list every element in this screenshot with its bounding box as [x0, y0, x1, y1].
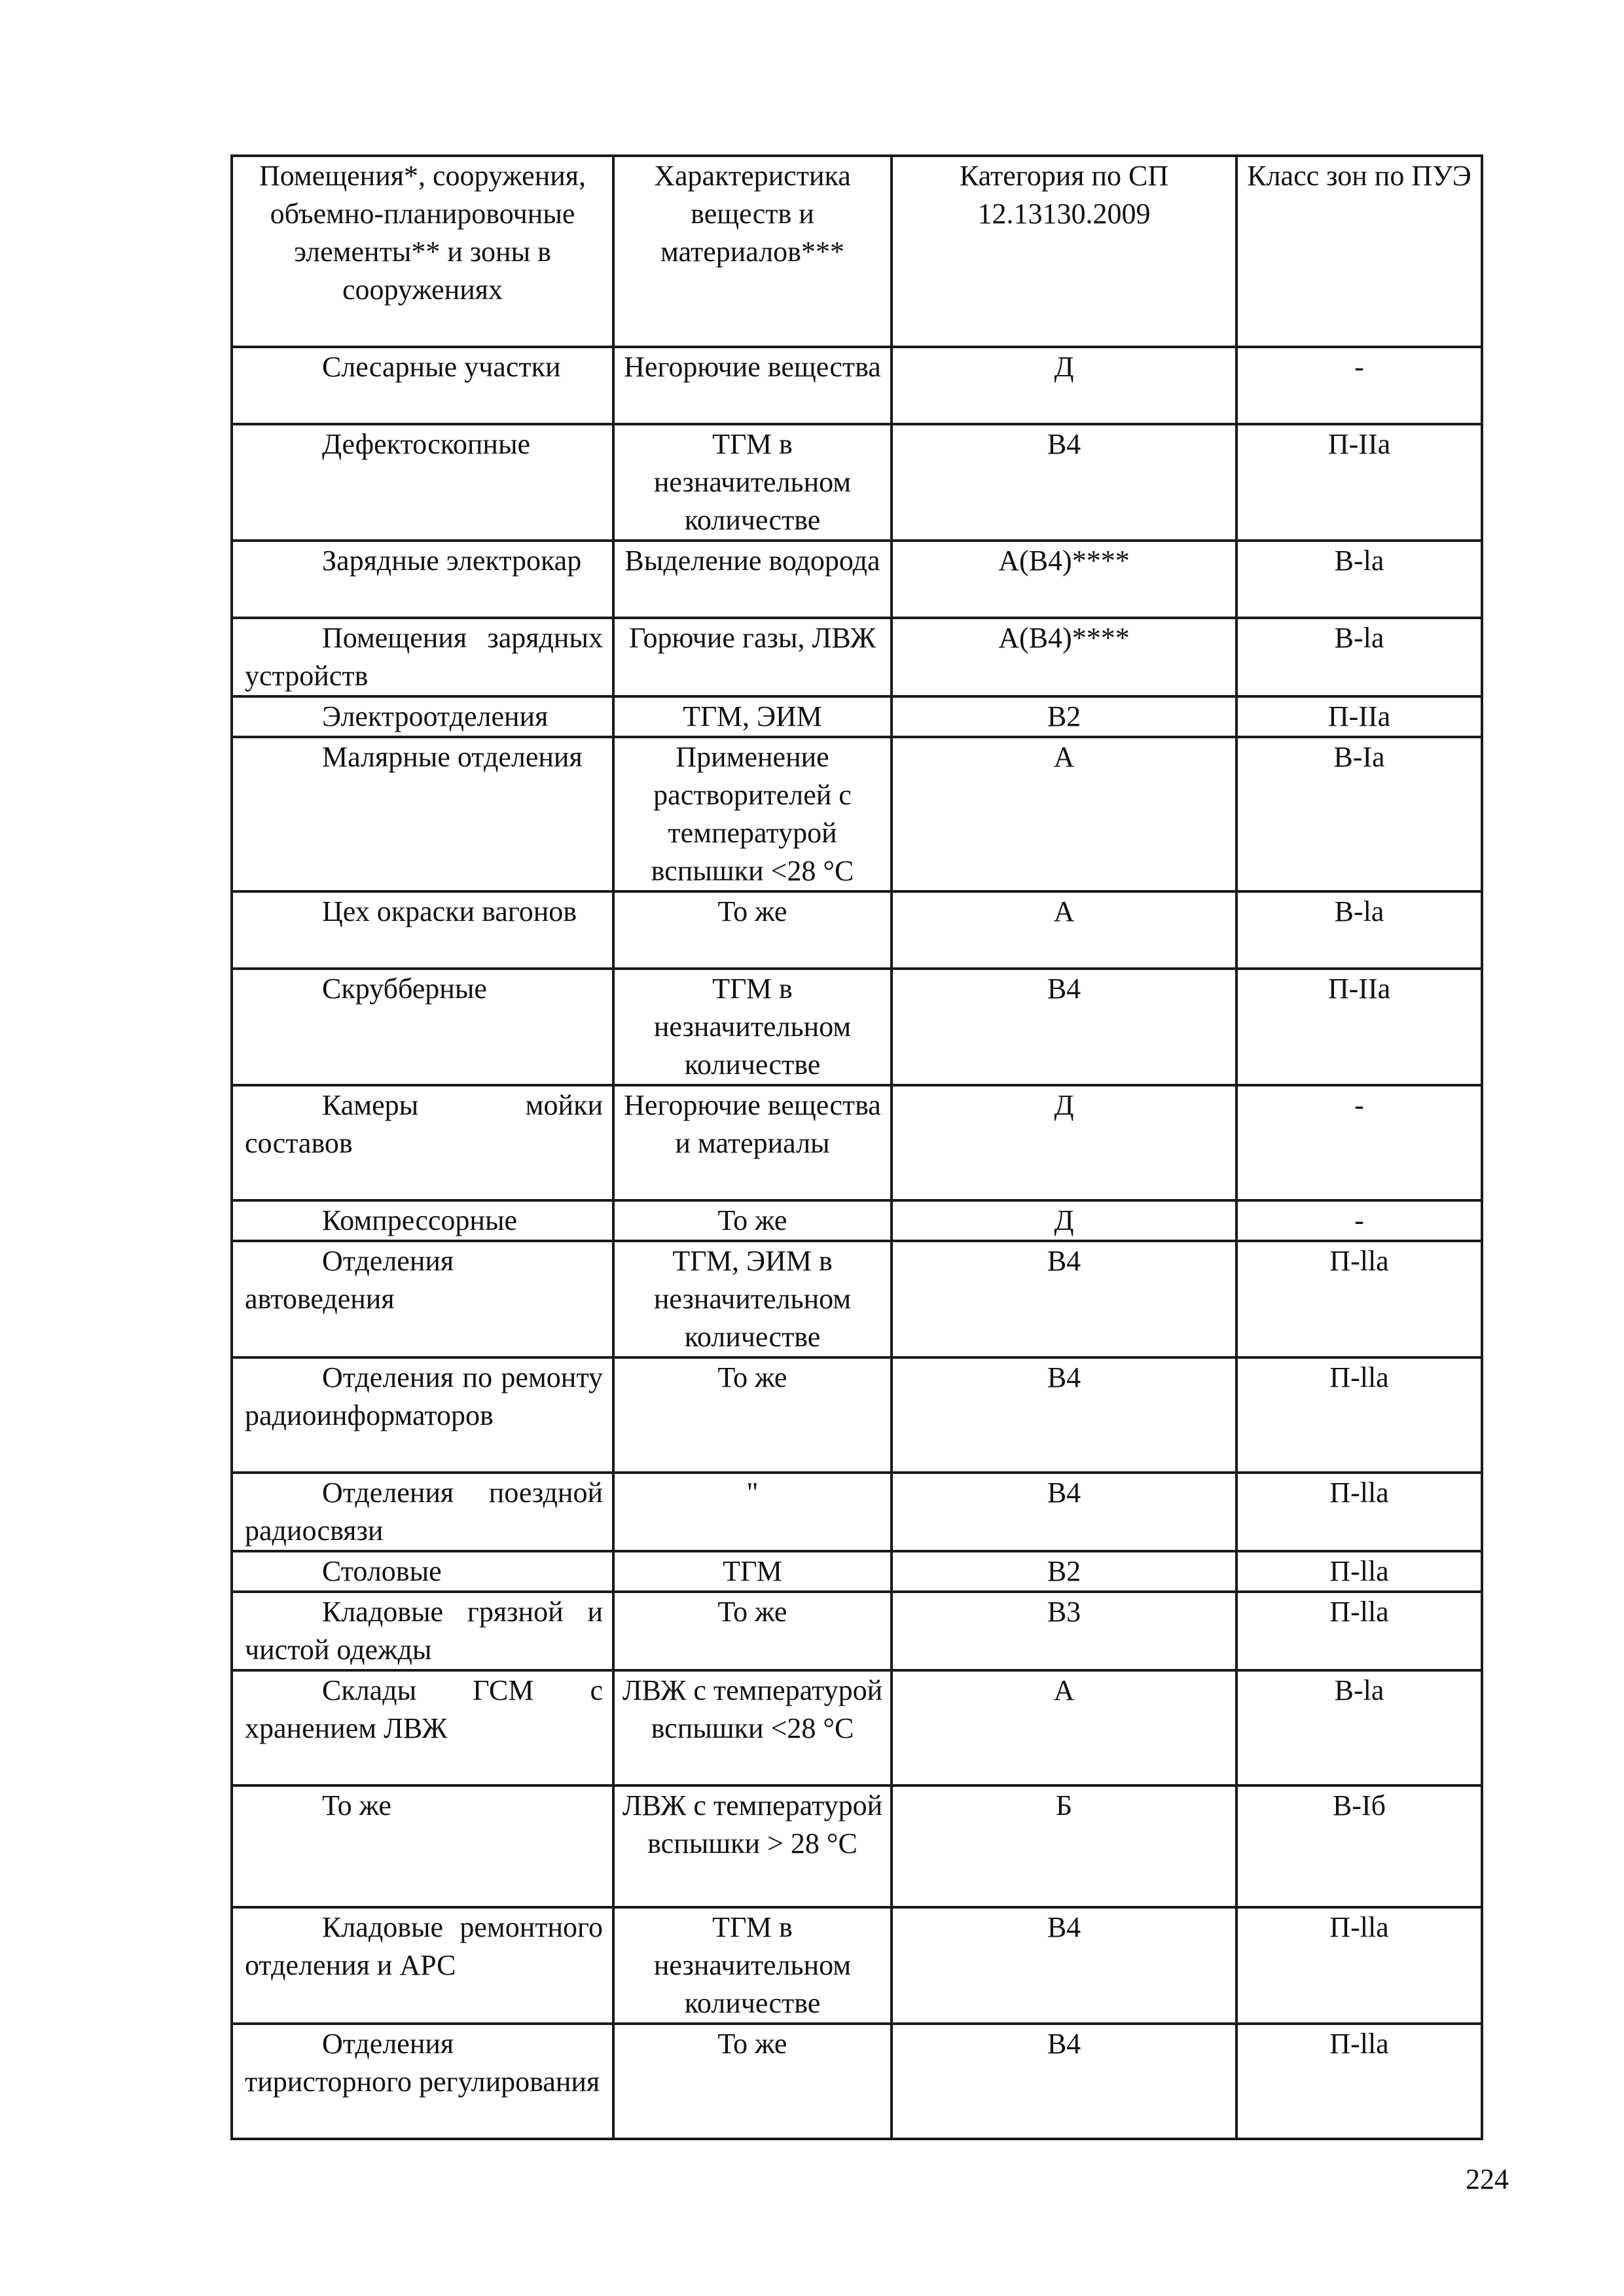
row-category: В4 — [892, 424, 1236, 541]
row-zone-class: П-llа — [1236, 1241, 1482, 1357]
row-substance: То же — [613, 891, 892, 969]
table-row — [232, 1241, 1482, 1357]
row-premises: Малярные отделения — [232, 737, 613, 891]
row-substance: Горючие газы, ЛВЖ — [613, 618, 892, 696]
table-row — [232, 737, 1482, 891]
row-zone-class: П-llа — [1236, 2024, 1482, 2139]
row-category: А — [892, 1670, 1236, 1785]
row-substance: Применение растворителей с температурой вспышки <28 °С — [613, 737, 892, 891]
row-premises: Отделения автоведения — [232, 1241, 613, 1357]
row-category: В4 — [892, 1907, 1236, 2024]
row-zone-class: П-IIа — [1236, 696, 1482, 737]
row-category: Д — [892, 347, 1236, 424]
row-category: В4 — [892, 1241, 1236, 1357]
row-zone-class: П-IIа — [1236, 969, 1482, 1085]
row-premises: Скрубберные — [232, 969, 613, 1085]
table-row — [232, 618, 1482, 696]
row-zone-class: - — [1236, 1085, 1482, 1200]
row-substance: ЛВЖ с температурой вспышки > 28 °С — [613, 1785, 892, 1907]
row-category: В4 — [892, 969, 1236, 1085]
row-premises: Отделения по ремонту радиоинформаторов — [232, 1357, 613, 1473]
table-header-row — [232, 156, 1482, 347]
row-premises: Кладовые грязной и чистой одежды — [232, 1592, 613, 1670]
row-zone-class: П-llа — [1236, 1357, 1482, 1473]
table-row — [232, 1785, 1482, 1907]
table-row — [232, 1085, 1482, 1200]
row-category: Д — [892, 1085, 1236, 1200]
row-substance: " — [613, 1473, 892, 1551]
row-zone-class: - — [1236, 347, 1482, 424]
row-category: В4 — [892, 1473, 1236, 1551]
table-row — [232, 969, 1482, 1085]
row-category: А — [892, 891, 1236, 969]
row-zone-class: П-llа — [1236, 1551, 1482, 1592]
row-premises: Компрессорные — [232, 1200, 613, 1241]
row-substance: ТГМ — [613, 1551, 892, 1592]
row-premises: Склады ГСМ с хранением ЛВЖ — [232, 1670, 613, 1785]
table-row — [232, 891, 1482, 969]
fire-hazard-table — [230, 154, 1483, 2140]
row-substance: ТГМ в незначительном количестве — [613, 424, 892, 541]
table-row — [232, 1670, 1482, 1785]
row-substance: ТГМ, ЭИМ — [613, 696, 892, 737]
row-category: А(В4)**** — [892, 541, 1236, 618]
row-premises: Кладовые ремонтного отделения и АРС — [232, 1907, 613, 2024]
row-category: В2 — [892, 1551, 1236, 1592]
table-row — [232, 1551, 1482, 1592]
header-category: Категория по СП 12.13130.2009 — [892, 156, 1236, 347]
row-substance: Выделение водорода — [613, 541, 892, 618]
row-substance: То же — [613, 1200, 892, 1241]
row-zone-class: П-llа — [1236, 1473, 1482, 1551]
row-premises: Электроотделения — [232, 696, 613, 737]
table-row — [232, 696, 1482, 737]
row-premises: То же — [232, 1785, 613, 1907]
row-premises: Помещения зарядных устройств — [232, 618, 613, 696]
row-premises: Зарядные электрокар — [232, 541, 613, 618]
row-category: В3 — [892, 1592, 1236, 1670]
row-category: Д — [892, 1200, 1236, 1241]
row-zone-class: В-lа — [1236, 618, 1482, 696]
row-category: В4 — [892, 2024, 1236, 2139]
row-substance: ТГМ в незначительном количестве — [613, 969, 892, 1085]
row-category: А — [892, 737, 1236, 891]
row-premises: Дефектоскопные — [232, 424, 613, 541]
row-category: А(В4)**** — [892, 618, 1236, 696]
row-category: Б — [892, 1785, 1236, 1907]
row-substance: ЛВЖ с температурой вспышки <28 °С — [613, 1670, 892, 1785]
row-zone-class: В-lа — [1236, 1670, 1482, 1785]
row-premises: Столовые — [232, 1551, 613, 1592]
row-zone-class: П-llа — [1236, 1592, 1482, 1670]
row-category: В4 — [892, 1357, 1236, 1473]
row-premises: Цех окраски вагонов — [232, 891, 613, 969]
row-zone-class: В-Iа — [1236, 737, 1482, 891]
header-premises: Помещения*, сооружения, объемно-планировочные элементы** и зоны в сооружениях — [232, 156, 613, 347]
table-row — [232, 2024, 1482, 2139]
row-zone-class: В-lа — [1236, 891, 1482, 969]
row-zone-class: - — [1236, 1200, 1482, 1241]
row-zone-class: П-IIа — [1236, 424, 1482, 541]
row-zone-class: В-lа — [1236, 541, 1482, 618]
row-premises: Отделения тиристорного регулирования — [232, 2024, 613, 2139]
table-row — [232, 1200, 1482, 1241]
row-premises: Слесарные участки — [232, 347, 613, 424]
row-substance: Негорючие вещества и материалы — [613, 1085, 892, 1200]
row-category: В2 — [892, 696, 1236, 737]
row-zone-class: П-llа — [1236, 1907, 1482, 2024]
header-substance: Характеристика веществ и материалов*** — [613, 156, 892, 347]
table-row — [232, 541, 1482, 618]
page-number: 224 — [1466, 2163, 1509, 2195]
row-substance: То же — [613, 1592, 892, 1670]
row-substance: Негорючие вещества — [613, 347, 892, 424]
table-row — [232, 1592, 1482, 1670]
row-substance: ТГМ, ЭИМ в незначительном количестве — [613, 1241, 892, 1357]
row-substance: ТГМ в незначительном количестве — [613, 1907, 892, 2024]
table-row — [232, 1907, 1482, 2024]
table-row — [232, 424, 1482, 541]
table-row — [232, 347, 1482, 424]
row-premises: Отделения поездной радиосвязи — [232, 1473, 613, 1551]
row-substance: То же — [613, 2024, 892, 2139]
row-premises: Камеры мойки составов — [232, 1085, 613, 1200]
table-row — [232, 1473, 1482, 1551]
table-row — [232, 1357, 1482, 1473]
row-substance: То же — [613, 1357, 892, 1473]
row-zone-class: В-Iб — [1236, 1785, 1482, 1907]
header-zone-class: Класс зон по ПУЭ — [1236, 156, 1482, 347]
